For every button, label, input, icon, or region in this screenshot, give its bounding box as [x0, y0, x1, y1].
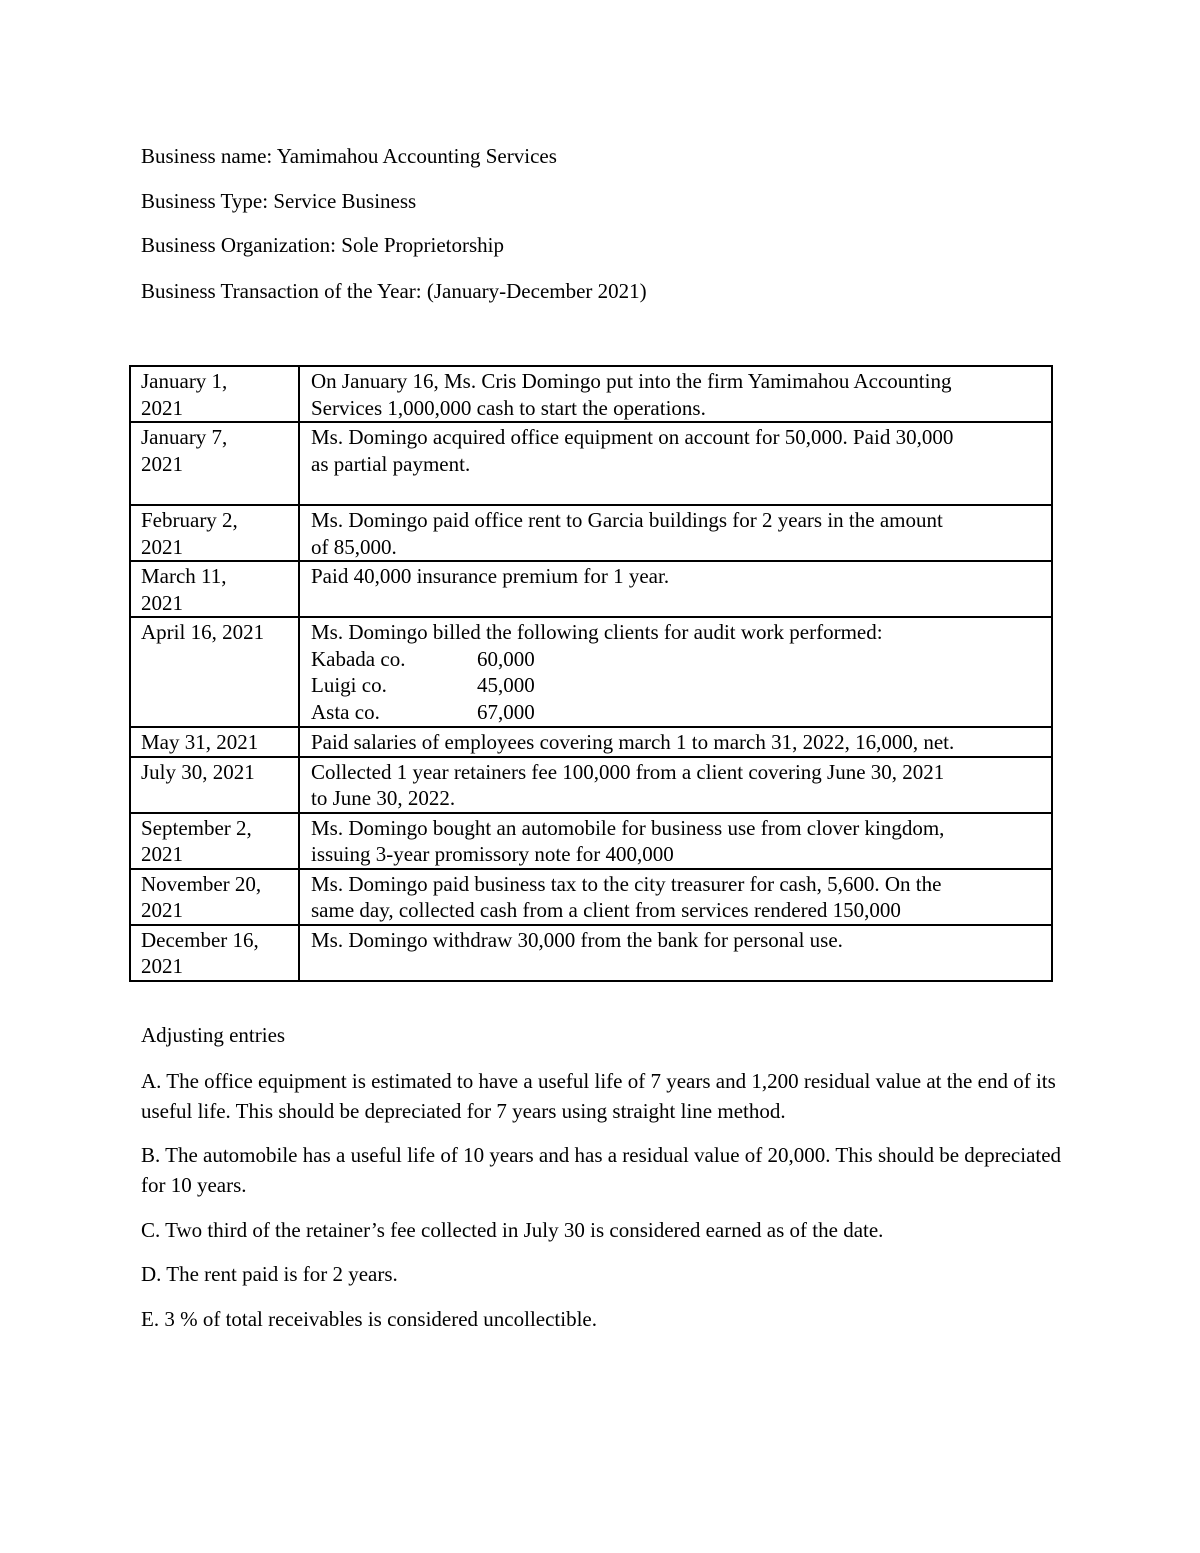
table-row: [130, 505, 1052, 561]
table-row: [130, 757, 1052, 813]
description-cell: [299, 366, 1052, 422]
date-line: 2021: [141, 842, 183, 866]
date-cell: [130, 757, 299, 813]
date-line: September 2,: [141, 815, 252, 840]
date-line: February 2,: [141, 508, 238, 532]
table-row: [130, 925, 1052, 981]
description-cell: [299, 813, 1052, 869]
date-cell: [130, 366, 299, 422]
date-cell: [130, 813, 299, 869]
description-line: Ms. Domingo paid business tax to the city treasurer for cash, 5,600. On the: [311, 871, 942, 896]
client-name: Luigi co.: [311, 673, 387, 697]
description-line: Services 1,000,000 cash to start the operations.: [311, 395, 706, 420]
description-cell: [299, 617, 1052, 727]
date-line: 2021: [141, 395, 183, 420]
description-cell: [299, 561, 1052, 617]
description-line: as partial payment.: [311, 451, 471, 476]
date-line: May 31, 2021: [141, 730, 259, 754]
transactions-table: [129, 365, 1053, 982]
description-cell: [299, 422, 1052, 505]
table-row: [130, 617, 1052, 727]
date-cell: [130, 727, 299, 757]
description-line: Paid salaries of employees covering march 1 to march 31, 2022, 16,000, net.: [311, 730, 955, 754]
table-row: [130, 561, 1052, 617]
date-cell: [130, 561, 299, 617]
date-line: November 20,: [141, 871, 262, 896]
business-type-line: Business Type: Service Business: [141, 189, 417, 213]
date-cell: [130, 617, 299, 727]
description-line: On January 16, Ms. Cris Domingo put into the firm Yamimahou Accounting: [311, 369, 952, 393]
description-line: Ms. Domingo bought an automobile for business use from clover kingdom,: [311, 815, 945, 840]
adjusting-entry-c: C. Two third of the retainer’s fee collected in July 30 is considered earned as of the date.: [141, 1218, 884, 1242]
date-line: March 11,: [141, 564, 227, 588]
date-cell: [130, 925, 299, 981]
business-name-line: Business name: Yamimahou Accounting Services: [141, 144, 557, 168]
description-line: Paid 40,000 insurance premium for 1 year.: [311, 564, 670, 588]
adjusting-entry-e: E. 3 % of total receivables is considered uncollectible.: [141, 1307, 598, 1331]
description-cell: [299, 505, 1052, 561]
adjusting-entry-d: D. The rent paid is for 2 years.: [141, 1262, 398, 1286]
description-line: Ms. Domingo paid office rent to Garcia buildings for 2 years in the amount: [311, 508, 943, 532]
date-line: 2021: [141, 590, 183, 615]
table-row: [130, 366, 1052, 422]
description-line: issuing 3-year promissory note for 400,000: [311, 842, 674, 866]
date-line: January 1,: [141, 369, 228, 393]
date-line: July 30, 2021: [141, 759, 255, 784]
business-organization-line: Business Organization: Sole Proprietorship: [141, 233, 504, 257]
date-cell: [130, 505, 299, 561]
adjusting-entry-a: A. The office equipment is estimated to have a useful life of 7 years and 1,200 residual value at the end of its useful life. This should be depreciated for 7 years using straight line method.: [141, 1069, 1056, 1123]
client-line: [311, 699, 1045, 726]
date-line: December 16,: [141, 927, 259, 952]
table-row: [130, 727, 1052, 757]
description-line: Ms. Domingo withdraw 30,000 from the bank for personal use.: [311, 927, 843, 952]
business-transaction-line: Business Transaction of the Year: (January-December 2021): [141, 279, 647, 303]
table-row: [130, 813, 1052, 869]
description-cell: [299, 727, 1052, 757]
client-line: [311, 646, 1045, 673]
date-line: 2021: [141, 451, 183, 476]
client-amount: 45,000: [477, 673, 535, 697]
table-row: [130, 869, 1052, 925]
adjusting-entries-title: Adjusting entries: [141, 1023, 286, 1047]
table-row: [130, 422, 1052, 505]
adjusting-entry-b: B. The automobile has a useful life of 10 years and has a residual value of 20,000. This should be depreciated for 10 years.: [141, 1143, 1062, 1197]
description-line: Ms. Domingo billed the following clients for audit work performed:: [311, 620, 883, 644]
description-cell: [299, 757, 1052, 813]
client-line: [311, 672, 1045, 699]
date-line: 2021: [141, 954, 183, 978]
description-line: to June 30, 2022.: [311, 786, 456, 810]
client-name: Asta co.: [311, 699, 380, 724]
date-cell: [130, 422, 299, 505]
description-line: same day, collected cash from a client from services rendered 150,000: [311, 898, 901, 922]
date-line: 2021: [141, 898, 183, 922]
description-cell: [299, 869, 1052, 925]
client-amount: 60,000: [477, 646, 535, 671]
description-line: Ms. Domingo acquired office equipment on account for 50,000. Paid 30,000: [311, 425, 954, 449]
date-line: April 16, 2021: [141, 620, 265, 644]
date-line: January 7,: [141, 425, 228, 449]
client-name: Kabada co.: [311, 646, 406, 671]
date-cell: [130, 869, 299, 925]
date-line: 2021: [141, 534, 183, 559]
description-line: of 85,000.: [311, 534, 397, 559]
client-amount: 67,000: [477, 699, 535, 724]
description-line: Collected 1 year retainers fee 100,000 from a client covering June 30, 2021: [311, 759, 945, 784]
description-cell: [299, 925, 1052, 981]
